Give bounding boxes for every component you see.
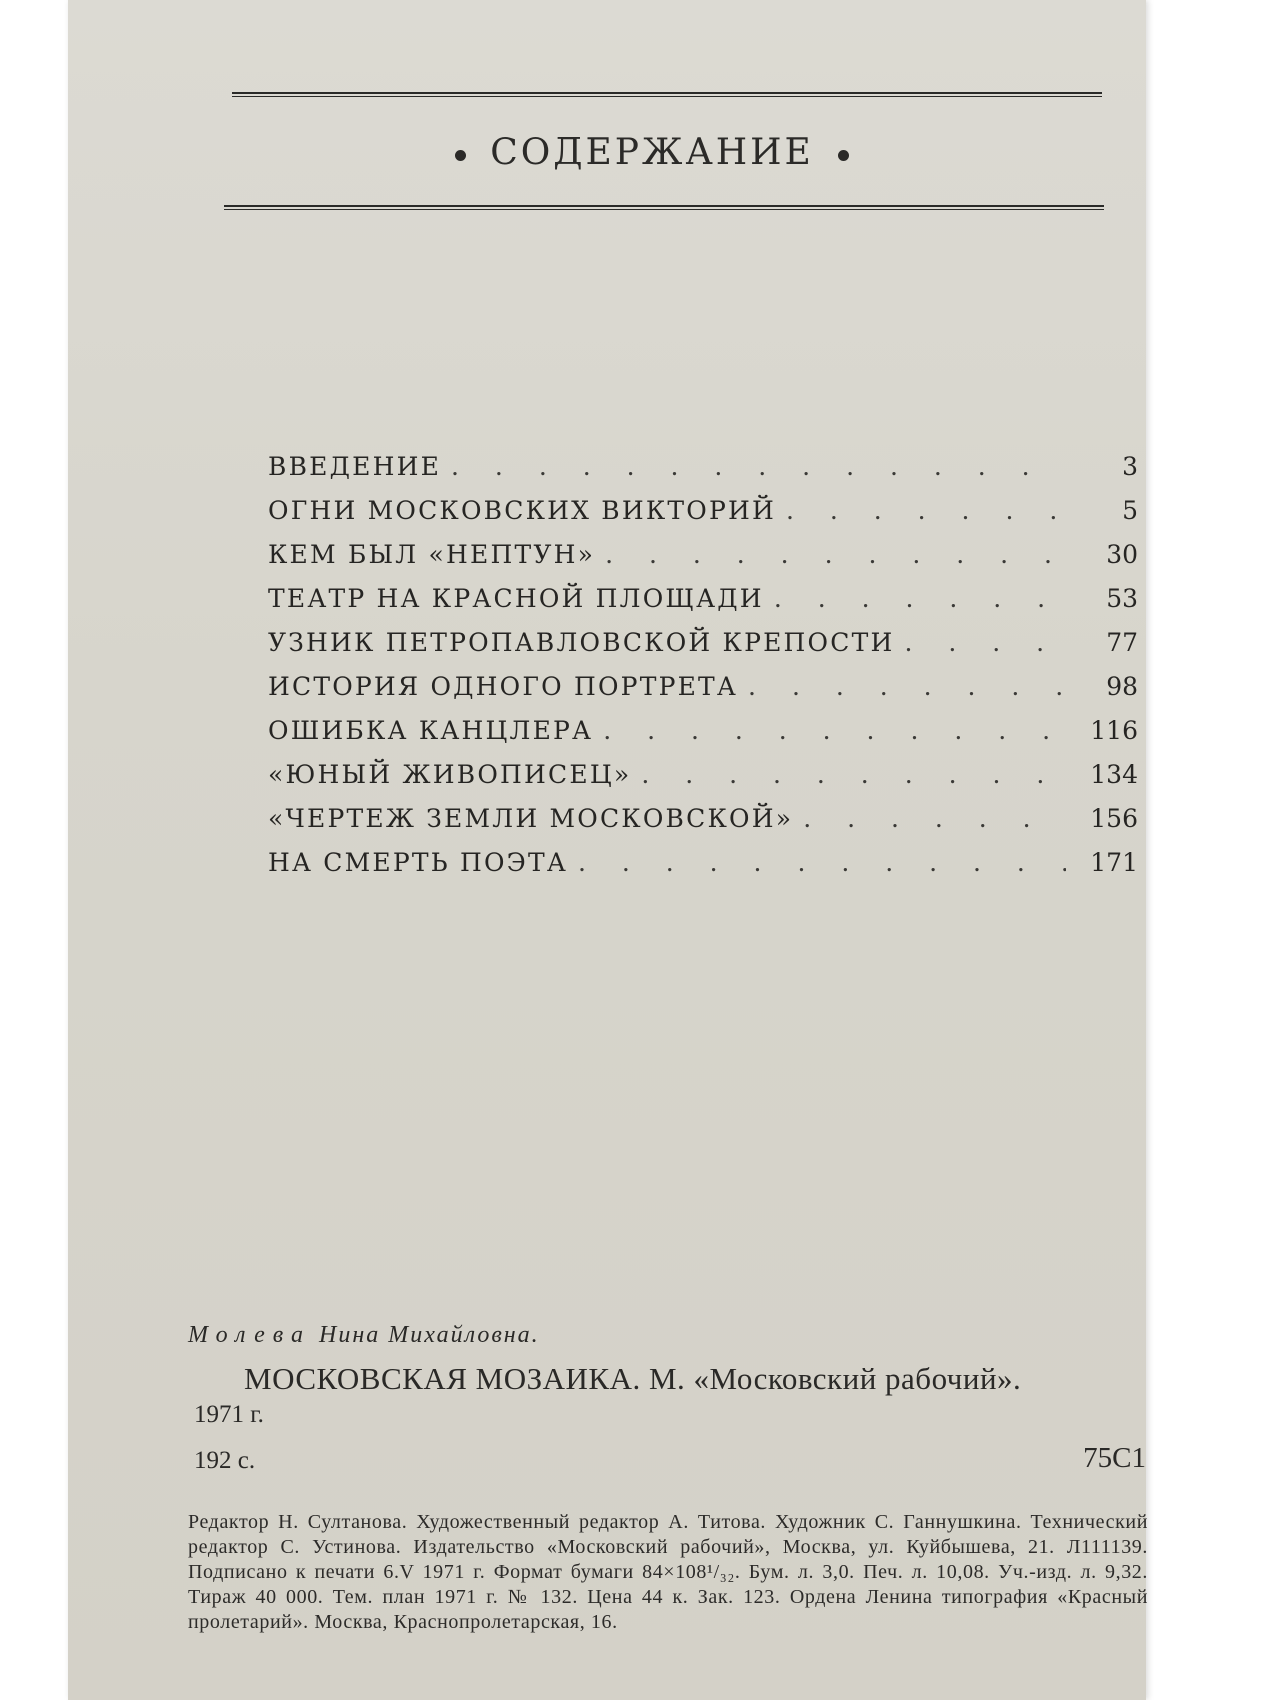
toc-entry-page: 116 bbox=[1090, 716, 1138, 745]
classification-code: 75С1 bbox=[1083, 1442, 1146, 1474]
toc-entry bbox=[268, 760, 1138, 804]
toc-heading-text: СОДЕРЖАНИЕ bbox=[490, 132, 814, 173]
toc-entry bbox=[268, 584, 1138, 628]
toc-entry bbox=[268, 716, 1138, 760]
bottom-double-rule bbox=[224, 205, 1104, 210]
publication-year: 1971 г. bbox=[194, 1401, 264, 1428]
toc-entry bbox=[268, 540, 1138, 584]
author-surname: Молева bbox=[188, 1322, 312, 1348]
toc-entry bbox=[268, 672, 1138, 716]
toc-entry-title: ТЕАТР НА КРАСНОЙ ПЛОЩАДИ bbox=[268, 584, 764, 613]
book-title-line: МОСКОВСКАЯ МОЗАИКА. М. «Московский рабочий». bbox=[244, 1361, 1022, 1396]
bullet-icon bbox=[838, 150, 849, 161]
toc-entry bbox=[268, 848, 1138, 892]
toc-heading bbox=[113, 132, 1191, 173]
dot-leader bbox=[605, 540, 1066, 569]
toc-entry-title: ВВЕДЕНИЕ bbox=[268, 452, 442, 481]
toc-entry bbox=[268, 628, 1138, 672]
toc-entry-title: УЗНИК ПЕТРОПАВЛОВСКОЙ КРЕПОСТИ bbox=[268, 628, 895, 657]
toc-entry-title: ОШИБКА КАНЦЛЕРА bbox=[268, 716, 594, 745]
dot-leader bbox=[904, 628, 1066, 657]
author-name: Нина Михайловна. bbox=[319, 1322, 540, 1348]
toc-entry-title: «ЮНЫЙ ЖИВОПИСЕЦ» bbox=[268, 760, 632, 789]
toc-entry bbox=[268, 804, 1138, 848]
toc-entry-title: НА СМЕРТЬ ПОЭТА bbox=[268, 848, 568, 877]
book-page bbox=[68, 0, 1146, 1700]
author-line bbox=[188, 1322, 1148, 1349]
dot-leader bbox=[578, 848, 1066, 877]
dot-leader bbox=[641, 760, 1066, 789]
bullet-icon bbox=[455, 150, 466, 161]
toc-entry-title: ИСТОРИЯ ОДНОГО ПОРТРЕТА bbox=[268, 672, 739, 701]
top-double-rule bbox=[232, 92, 1102, 97]
toc-entry-page: 3 bbox=[1122, 452, 1138, 481]
toc-entry-title: ОГНИ МОСКОВСКИХ ВИКТОРИЙ bbox=[268, 496, 776, 525]
page-count: 192 с. bbox=[194, 1447, 256, 1474]
toc-entry-title: «ЧЕРТЕЖ ЗЕМЛИ МОСКОВСКОЙ» bbox=[268, 804, 794, 833]
bibliographic-record bbox=[188, 1322, 1148, 1475]
dot-leader bbox=[603, 716, 1066, 745]
dot-leader bbox=[451, 452, 1066, 481]
toc-entry-page: 53 bbox=[1106, 584, 1138, 613]
toc-entry-page: 30 bbox=[1106, 540, 1138, 569]
toc-entry-page: 171 bbox=[1090, 848, 1138, 877]
table-of-contents bbox=[268, 452, 1138, 892]
imprint-text: Редактор Н. Султанова. Художественный редактор А. Титова. Художник С. Ганнушкина. Технический редактор С. Устинова. Издательство «Московский рабочий», Москва, ул. Куйбышева, 21. Л111139. Подписано к печати 6.V 1971 г. Формат бумаги 84×108¹/₃₂. Бум. л. 3,0. Печ. л. 10,08. Уч.-изд. л. 9,32. Тираж 40 000. Тем. план 1971 г. № 132. Цена 44 к. Зак. 123. Ордена Ленина типография «Красный пролетарий». Москва, Краснопролетарская, 16. bbox=[188, 1511, 1148, 1633]
toc-entry-page: 156 bbox=[1090, 804, 1138, 833]
dot-leader bbox=[748, 672, 1066, 701]
toc-entry-page: 134 bbox=[1090, 760, 1138, 789]
toc-entry bbox=[268, 452, 1138, 496]
toc-entry-title: КЕМ БЫЛ «НЕПТУН» bbox=[268, 540, 596, 569]
toc-entry-page: 5 bbox=[1122, 496, 1138, 525]
toc-entry-page: 98 bbox=[1106, 672, 1138, 701]
dot-leader bbox=[774, 584, 1066, 613]
toc-entry bbox=[268, 496, 1138, 540]
dot-leader bbox=[786, 496, 1066, 525]
toc-entry-page: 77 bbox=[1106, 628, 1138, 657]
dot-leader bbox=[803, 804, 1066, 833]
